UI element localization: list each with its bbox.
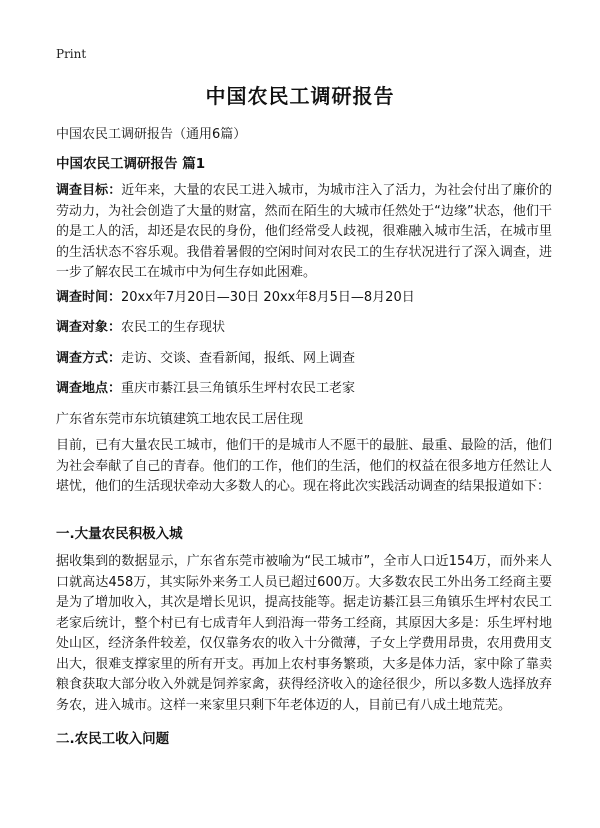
part1-paragraph: 据收集到的数据显示，广东省东莞市被喻为“民工城市”，全市人口近154万，而外来人口就高达458万，其实际外来务工人员已超过600万。大多数农民工外出务工经商主要是为了增加收入，其次是增长见识，提高技能等。据走访綦江县三角镇乐生坪村农民工老家后统计，整个村已有七成青年人到沿海一带务工经商，其原因大多是：乐生坪村地处山区，经济条件较差，仅仅靠务农的收入十分微薄，子女上学费用昂贵，农用费用支出大，很难支撑家里的所有开支。再加上农村事务繁琐，大多是体力活，家中除了靠卖粮食获取大部分收入外就是饲养家禽，获得经济收入的途径很少，所以多数人选择放弃务农，进入城市。这样一来家里只剩下年老体迈的人，目前已有八成土地荒芜。 (56, 554, 552, 713)
section-title: 中国农民工调研报告 篇1 (56, 156, 206, 172)
survey-location-row (56, 377, 556, 396)
survey-method-label: 调查方式： (56, 351, 122, 366)
survey-time-label: 调查时间： (56, 290, 122, 305)
survey-location-2: 广东省东莞市东坑镇建筑工地农民工居住现 (56, 412, 304, 427)
survey-location-label: 调查地点： (56, 381, 122, 396)
survey-goal-paragraph (56, 181, 552, 284)
survey-target-label: 调查对象： (56, 320, 122, 335)
survey-target-row (56, 316, 556, 335)
survey-goal-text: 近年来，大量的农民工进入城市，为城市注入了活力，为社会付出了廉价的劳动力，为社会创造了大量的财富，然而在陌生的大城市任然处于“边缘”状态，他们干的是工人的活，却还是农民的身份，他们经常受人歧视，很难融入城市生活，在城市里的生活状态不容乐观。我借着暑假的空闲时间对农民工的生存状况进行了深入调查，进一步了解农民工在城市中为何生存如此困难。 (56, 183, 552, 280)
survey-time-text: 20xx年7月20日—30日 20xx年8月5日—8月20日 (121, 290, 415, 305)
intro-paragraph: 目前，已有大量农民工城市，他们干的是城市人不愿干的最脏、最重、最险的活，他们为社会奉献了自己的青春。他们的工作，他们的生活，他们的权益在很多地方任然让人堪忧，他们的生活现状牵动大多数人的心。现在将此次实践活动调查的结果报道如下： (56, 438, 552, 494)
document-title: 中国农民工调研报告 (205, 84, 395, 108)
survey-target-text: 农民工的生存现状 (121, 320, 226, 335)
survey-method-row (56, 347, 556, 366)
part2-heading: 二.农民工收入问题 (56, 731, 170, 747)
survey-method-text: 走访、交谈、查看新闻，报纸、网上调查 (121, 351, 356, 366)
part1-heading: 一.大量农民积极入城 (56, 526, 183, 542)
document-subtitle: 中国农民工调研报告（通用6篇） (56, 127, 247, 142)
print-label[interactable]: Print (56, 47, 87, 61)
survey-goal-label: 调查目标： (56, 183, 122, 198)
survey-time-row (56, 286, 556, 305)
survey-location-text: 重庆市綦江县三角镇乐生坪村农民工老家 (121, 381, 356, 396)
